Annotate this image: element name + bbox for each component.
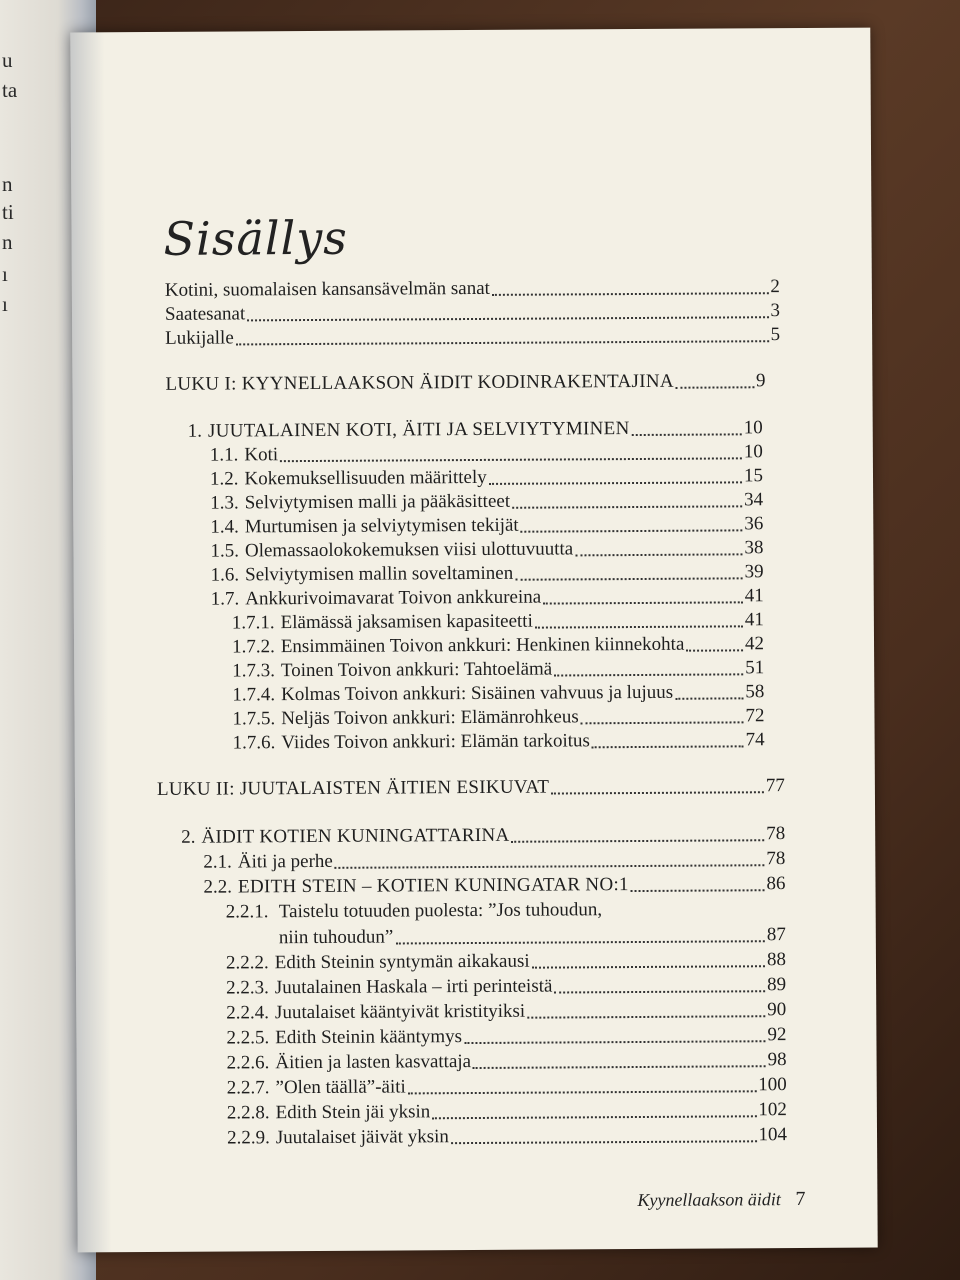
book-page (70, 28, 877, 1253)
toc-leader-dots (236, 340, 769, 345)
toc-leader-dots (527, 1015, 765, 1018)
toc-entry-page: 89 (767, 974, 787, 996)
toc-leader-dots (280, 457, 742, 462)
toc-entry-title: Juutalaiset jäivät yksin (275, 1126, 449, 1149)
toc-entry[interactable] (232, 633, 764, 658)
toc-leader-dots (515, 577, 742, 580)
toc-entry[interactable] (227, 1049, 787, 1074)
toc-entry-number: 2.1. (203, 851, 232, 873)
toc-entry-title: Edith Steinin syntymän aikakausi (274, 950, 530, 974)
toc-entry-page: 41 (744, 585, 764, 607)
toc-entry[interactable] (210, 513, 763, 538)
toc-leader-dots (247, 316, 768, 321)
page-gutter-shadow (70, 32, 111, 1252)
toc-leader-dots (575, 553, 742, 556)
toc-leader-dots (686, 649, 743, 651)
toc-entry-page: 58 (745, 681, 765, 703)
toc-entry-title: Selviytymisen malli ja pääkäsitteet (244, 490, 511, 514)
toc-entry[interactable] (210, 465, 763, 490)
toc-entry[interactable] (203, 848, 785, 874)
toc-entry[interactable] (203, 873, 785, 899)
toc-entry-page: 3 (770, 300, 781, 322)
toc-entry-number: 2.2.5. (226, 1027, 270, 1049)
toc-entry-number: 1.7.3. (232, 660, 275, 682)
footer-book-title: Kyynellaakson äidit (637, 1189, 781, 1211)
toc-leader-dots (631, 889, 765, 892)
toc-entry-title: LUKU II: JUUTALAISTEN ÄITIEN ESIKUVAT (156, 776, 550, 800)
toc-entry[interactable] (232, 657, 764, 682)
toc-entry[interactable] (165, 276, 780, 302)
toc-entry[interactable] (211, 585, 764, 610)
toc-entry[interactable] (210, 441, 763, 466)
toc-entry-number: 1.1. (209, 444, 239, 466)
toc-section-entry[interactable] (181, 823, 785, 849)
toc-chapter-entry[interactable] (165, 370, 765, 396)
toc-leader-dots (335, 864, 765, 869)
toc-entry-title: Kokemuksellisuuden määrittely (244, 466, 487, 490)
toc-entry[interactable] (226, 974, 786, 999)
toc-entry[interactable] (233, 729, 765, 754)
toc-entry[interactable] (165, 300, 780, 326)
toc-leader-dots (543, 601, 743, 604)
toc-entry-number: 2.2.6. (226, 1052, 270, 1074)
toc-entry-page: 86 (766, 873, 786, 895)
footer-page-number: 7 (795, 1187, 806, 1211)
toc-title: Sisällys (163, 210, 348, 266)
toc-entry-page: 5 (770, 324, 781, 346)
facing-page-text: n (2, 230, 13, 254)
toc-entry-page: 87 (766, 924, 786, 946)
toc-entry-title: ”Olen täällä”-äiti (275, 1076, 406, 1099)
toc-entry-page: 10 (743, 417, 763, 439)
toc-entry-number: 1.6. (210, 564, 240, 586)
toc-entry[interactable] (226, 949, 786, 974)
toc-entry-page: 98 (767, 1049, 787, 1071)
toc-leader-dots (432, 1115, 756, 1119)
toc-entry-first-line[interactable] (226, 899, 603, 923)
toc-entry-number: 1.3. (210, 492, 239, 514)
toc-entry-page: 100 (758, 1074, 787, 1096)
toc-entry[interactable] (226, 1024, 786, 1049)
toc-entry-page: 15 (743, 465, 764, 487)
toc-entry-page: 10 (743, 441, 763, 463)
toc-entry-number: 1.2. (209, 468, 239, 490)
toc-leader-dots (554, 990, 765, 993)
toc-entry-number: 1.5. (210, 540, 240, 562)
toc-entry-title: LUKU I: KYYNELLAAKSON ÄIDIT KODINRAKENTAJINA (165, 370, 674, 395)
toc-entry-title: Ankkurivoimavarat Toivon ankkureina (245, 586, 542, 610)
toc-entry-number: 1.7.1. (231, 612, 275, 634)
toc-entry-title: EDITH STEIN – KOTIEN KUNINGATAR NO:1 (237, 874, 629, 898)
toc-leader-dots (451, 1140, 757, 1144)
toc-entry-title: Äiti ja perhe (237, 850, 333, 873)
toc-entry-title: Kotini, suomalaisen kansansävelmän sanat (164, 277, 490, 301)
toc-entry-number: 1.7.6. (232, 732, 276, 754)
toc-entry-page: 38 (744, 537, 764, 559)
toc-leader-dots (581, 721, 744, 724)
toc-leader-dots (464, 1040, 765, 1044)
toc-entry-title: Kolmas Toivon ankkuri: Sisäinen vahvuus ja lujuus (281, 681, 674, 706)
facing-page-text: n (2, 172, 13, 196)
toc-entry-title: Neljäs Toivon ankkuri: Elämänrohkeus (281, 706, 579, 730)
toc-leader-dots (592, 745, 744, 748)
toc-leader-dots (676, 386, 754, 388)
toc-leader-dots (521, 529, 743, 532)
toc-entry[interactable] (165, 324, 780, 350)
toc-entry-title: Edith Steinin kääntymys (275, 1026, 463, 1049)
toc-entry-page: 41 (744, 609, 764, 631)
toc-entry-title: Taistelu totuuden puolesta: ”Jos tuhoudun, (278, 899, 603, 923)
toc-section-entry[interactable] (188, 417, 763, 443)
toc-entry-page: 77 (765, 775, 785, 797)
toc-leader-dots (512, 505, 742, 508)
toc-entry-page: 34 (744, 489, 764, 511)
facing-page-text: ta (2, 78, 18, 102)
toc-leader-dots (492, 292, 768, 296)
toc-entry-number: 2. (181, 826, 196, 848)
toc-entry-page: 74 (745, 729, 765, 751)
toc-entry-page: 92 (767, 1024, 787, 1046)
toc-entry-title: Koti (244, 444, 279, 466)
facing-page-text: ı (2, 262, 8, 286)
toc-entry-page: 88 (766, 949, 787, 971)
toc-entry[interactable] (232, 609, 764, 634)
toc-entry-page: 102 (758, 1099, 787, 1121)
toc-entry[interactable] (232, 681, 764, 706)
toc-entry-number: 2.2. (203, 876, 233, 898)
toc-entry-number: 1.7.5. (232, 708, 276, 730)
toc-leader-dots (535, 625, 743, 628)
toc-entry-title: Murtumisen ja selviytymisen tekijät (244, 514, 519, 538)
toc-entry-page: 78 (766, 848, 786, 870)
toc-entry[interactable] (227, 1124, 787, 1149)
toc-entry[interactable] (211, 561, 764, 586)
toc-entry[interactable] (210, 537, 763, 562)
running-footer (637, 1188, 805, 1212)
toc-entry[interactable] (227, 1074, 787, 1099)
toc-leader-dots (632, 433, 742, 436)
toc-entry-title: Olemassaolokokemuksen viisi ulottuvuutta (244, 538, 574, 562)
toc-leader-dots (551, 791, 764, 794)
toc-leader-dots (395, 940, 764, 944)
toc-leader-dots (532, 965, 765, 968)
toc-entry-title: Lukijalle (165, 327, 234, 349)
toc-entry-page: 39 (744, 561, 764, 583)
toc-entry-title: JUUTALAINEN KOTI, ÄITI JA SELVIYTYMINEN (207, 418, 630, 442)
toc-entry-title: Ensimmäinen Toivon ankkuri: Henkinen kiinnekohta (280, 633, 685, 658)
facing-page-text: ı (2, 292, 8, 316)
toc-entry-page: 2 (770, 276, 780, 298)
toc-entry-title: Saatesanat (164, 303, 246, 325)
toc-entry[interactable] (232, 705, 764, 730)
toc-entry-number: 2.2.3. (226, 977, 269, 999)
toc-entry-page: 78 (766, 823, 786, 845)
toc-entry-page: 42 (744, 633, 765, 655)
facing-page-text: ti (2, 200, 14, 224)
toc-entry-title: Juutalaiset kääntyivät kristityiksi (274, 1000, 526, 1024)
toc-entry-number: 2.2.4. (226, 1002, 270, 1024)
toc-leader-dots (675, 697, 743, 699)
toc-entry[interactable] (226, 999, 786, 1024)
toc-leader-dots (489, 481, 742, 485)
toc-entry-title: Edith Stein jäi yksin (275, 1101, 431, 1124)
facing-page-text: u (2, 48, 13, 72)
toc-entry-title: Elämässä jaksamisen kapasiteetti (280, 610, 533, 634)
toc-entry-page: 51 (745, 657, 765, 679)
toc-entry-title: Toinen Toivon ankkuri: Tahtoelämä (280, 658, 553, 682)
toc-entry-page: 9 (755, 370, 766, 392)
toc-leader-dots (512, 839, 765, 843)
toc-entry-number: 2.2.1. (225, 901, 269, 923)
toc-entry-title: ÄIDIT KOTIEN KUNINGATTARINA (201, 824, 510, 848)
toc-entry-number: 1.7.4. (232, 684, 276, 706)
toc-entry-title: Selviytymisen mallin soveltaminen (245, 562, 514, 586)
toc-entry-number: 2.2.8. (226, 1102, 270, 1124)
toc-entry-title-continued: niin tuhoudun” (278, 926, 394, 949)
toc-entry[interactable] (210, 489, 763, 514)
toc-entry-number: 1.7. (210, 588, 240, 610)
toc-entry[interactable] (227, 1099, 787, 1124)
toc-entry-number: 2.2.9. (226, 1127, 270, 1149)
toc-entry-number: 1.7.2. (231, 636, 275, 658)
toc-entry-number: 2.2.7. (226, 1077, 270, 1099)
toc-entry-number: 1. (187, 420, 203, 442)
toc-leader-dots (408, 1090, 756, 1094)
toc-entry-page: 90 (767, 999, 787, 1021)
toc-chapter-entry[interactable] (157, 775, 785, 801)
toc-entry-page: 104 (758, 1124, 788, 1146)
toc-entry-number: 1.4. (210, 516, 239, 538)
toc-entry-number: 2.2.2. (225, 952, 269, 974)
toc-entry-title: Juutalainen Haskala – irti perinteistä (274, 975, 553, 999)
toc-entry[interactable] (279, 924, 786, 949)
toc-entry-page: 72 (745, 705, 765, 727)
toc-entry-page: 36 (744, 513, 764, 535)
toc-leader-dots (473, 1065, 766, 1069)
toc-entry-title: Äitien ja lasten kasvattaja (275, 1051, 472, 1074)
toc-leader-dots (554, 673, 743, 676)
toc-entry-title: Viides Toivon ankkuri: Elämän tarkoitus (281, 730, 590, 754)
